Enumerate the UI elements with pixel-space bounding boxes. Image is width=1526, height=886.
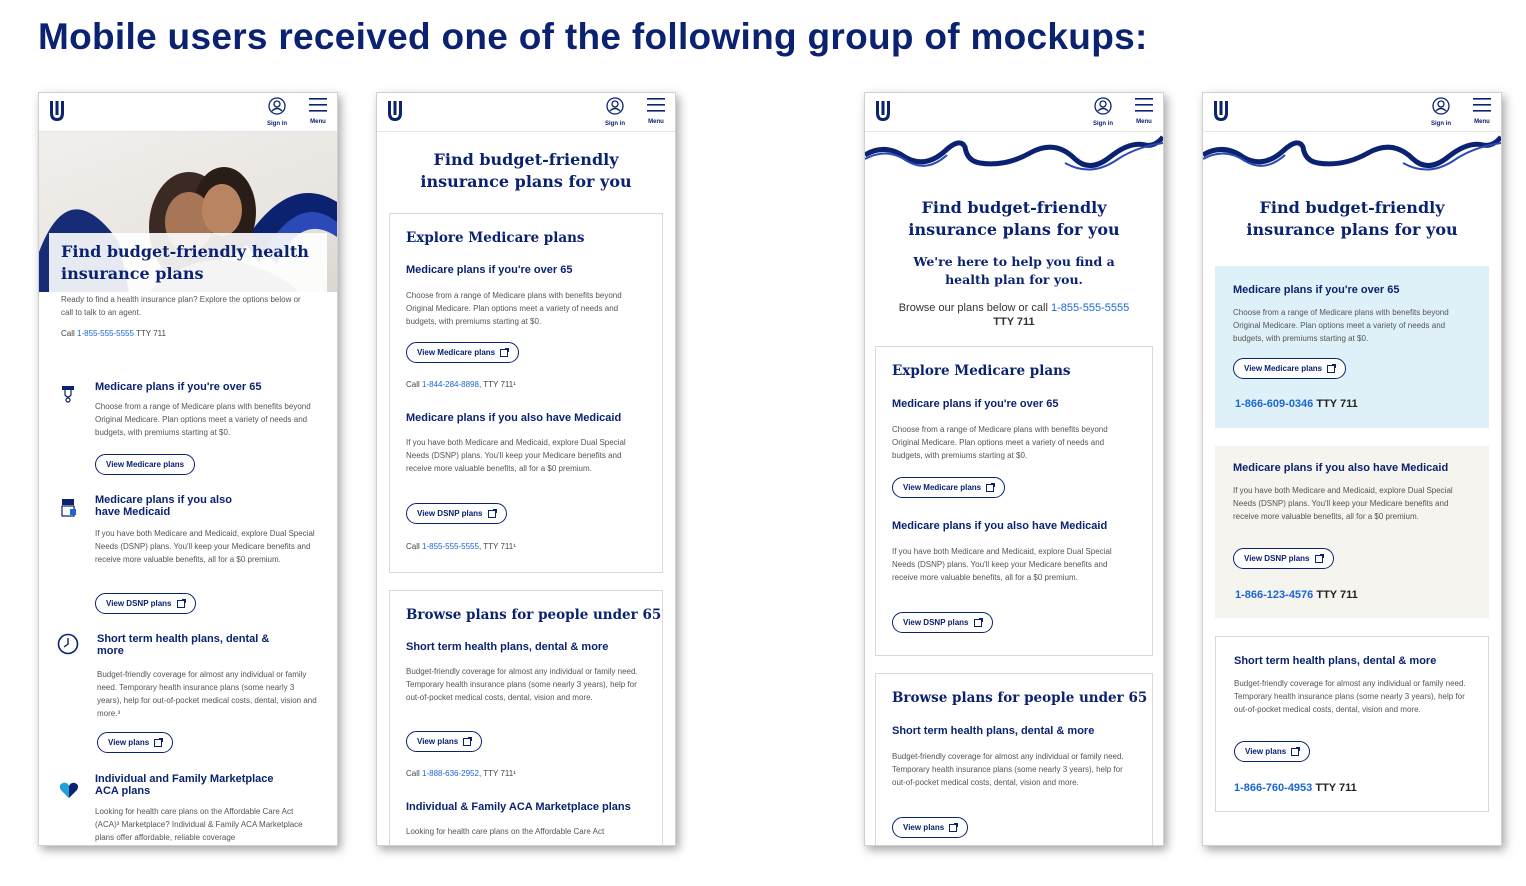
browse-under-65-card <box>389 590 663 846</box>
call-prefix: Call <box>406 769 420 778</box>
call-line <box>406 380 516 389</box>
section-title: Medicare plans if you're over 65 <box>406 264 573 276</box>
button-label: View DSNP plans <box>1244 554 1310 563</box>
medicare-medicaid-card <box>1215 446 1489 618</box>
sign-in-button[interactable] <box>267 97 287 127</box>
mockup-2 <box>376 92 676 846</box>
item-1-body: Choose from a range of Medicare plans with benefits beyond Original Medicare. Plan options meet a variety of needs and budgets, with premiums starting at $0. <box>95 402 311 437</box>
browse-text: Browse our plans below or call <box>898 302 1048 314</box>
view-plans-button[interactable] <box>406 731 482 752</box>
button-label: View plans <box>417 737 459 746</box>
user-icon <box>1094 97 1112 115</box>
call-tty: TTY 711 <box>136 329 166 338</box>
button-label: View DSNP plans <box>417 509 483 518</box>
card-title: Browse plans for people under 65 <box>892 690 1148 706</box>
top-bar <box>1203 93 1501 132</box>
view-dsnp-plans-button[interactable] <box>1233 548 1334 569</box>
item-3-title: Short term health plans, dental & more <box>97 633 270 657</box>
external-link-icon <box>949 824 957 832</box>
menu-label: Menu <box>648 119 664 125</box>
call-number-link[interactable]: 1-855-555-5555 <box>422 542 479 551</box>
section-body: If you have both Medicare and Medicaid, explore Dual Special Needs (DSNP) plans. You'll keep your Medicare benefits and receive more valuable benefits, all for a $0 premium. <box>406 438 626 473</box>
item-1-title: Medicare plans if you're over 65 <box>95 381 262 393</box>
top-bar <box>865 93 1163 132</box>
clock-icon <box>57 633 79 655</box>
external-link-icon <box>500 349 508 357</box>
external-link-icon <box>986 484 994 492</box>
call-number-link[interactable]: 1-855-555-5555 <box>77 329 134 338</box>
page-title: Find budget-friendly insurance plans for you <box>908 198 1120 239</box>
card-body: Choose from a range of Medicare plans with benefits beyond Original Medicare. Plan options meet a variety of needs and budgets, with premiums starting at $0. <box>1233 308 1449 343</box>
item-2-title: Medicare plans if you also have Medicaid <box>95 494 232 518</box>
page-title: Find budget-friendly insurance plans for you <box>1246 198 1458 239</box>
menu-button[interactable] <box>1135 97 1153 125</box>
card-body: Budget-friendly coverage for almost any individual or family need. Temporary health insurance plans (some nearly 3 years), help for out-of-pocket medical costs, dental, vision and more. <box>1234 679 1466 714</box>
view-medicare-plans-button[interactable] <box>892 477 1005 498</box>
view-plans-button[interactable] <box>97 732 173 753</box>
view-plans-button[interactable] <box>1234 741 1310 762</box>
card-title: Short term health plans, dental & more <box>1234 655 1437 667</box>
card-body: If you have both Medicare and Medicaid, explore Dual Special Needs (DSNP) plans. You'll keep your Medicare benefits and receive more valuable benefits, all for a $0 premium. <box>1233 486 1453 521</box>
view-dsnp-plans-button[interactable] <box>95 593 196 614</box>
call-prefix: Call <box>61 329 75 338</box>
view-dsnp-plans-button[interactable] <box>892 612 993 633</box>
hero-call <box>61 329 166 338</box>
mockup-4 <box>1202 92 1502 846</box>
section-body: Budget-friendly coverage for almost any individual or family need. Temporary health insurance plans (some nearly 3 years), help for out-of-pocket medical costs, dental, vision and more. <box>892 752 1124 787</box>
section-body: Choose from a range of Medicare plans with benefits beyond Original Medicare. Plan options meet a variety of needs and budgets, with premiums starting at $0. <box>406 291 622 326</box>
hamburger-icon <box>1473 97 1491 113</box>
external-link-icon <box>177 600 185 608</box>
call-prefix: Call <box>406 380 420 389</box>
ribbon-decoration <box>865 133 1163 177</box>
external-link-icon <box>1291 748 1299 756</box>
call-number-link[interactable]: 1-888-636-2952 <box>422 769 479 778</box>
menu-button[interactable] <box>309 97 327 125</box>
menu-label: Menu <box>310 119 326 125</box>
user-icon <box>606 97 624 115</box>
phone-line <box>1235 398 1358 410</box>
button-label: View DSNP plans <box>903 618 969 627</box>
item-2-body: If you have both Medicare and Medicaid, explore Dual Special Needs (DSNP) plans. You'll keep your Medicare benefits and receive more valuable benefits, all for a $0 premium. <box>95 529 315 564</box>
user-icon <box>268 97 286 115</box>
section-title: Individual & Family ACA Marketplace plans <box>406 801 631 813</box>
section-body: Choose from a range of Medicare plans with benefits beyond Original Medicare. Plan options meet a variety of needs and budgets, with premiums starting at $0. <box>892 425 1108 460</box>
page-subtitle: We're here to help you find a health plan for you. <box>913 254 1115 287</box>
call-prefix: Call <box>406 542 420 551</box>
section-title: Medicare plans if you're over 65 <box>892 398 1059 410</box>
tty: TTY 711 <box>1316 589 1358 601</box>
browse-tty: TTY 711 <box>993 316 1035 328</box>
sign-in-label: Sign in <box>605 121 625 127</box>
explore-medicare-card <box>875 346 1153 656</box>
sign-in-button[interactable] <box>1093 97 1113 127</box>
menu-label: Menu <box>1136 119 1152 125</box>
tty: TTY 711 <box>1316 398 1358 410</box>
slide-headline: Mobile users received one of the following group of mockups: <box>38 16 1148 57</box>
heart-icon <box>59 781 79 799</box>
section-body: Looking for health care plans on the Affordable Care Act <box>406 827 605 836</box>
hero-title: Find budget-friendly health insurance plans <box>61 242 309 283</box>
button-label: View plans <box>1245 747 1287 756</box>
menu-button[interactable] <box>647 97 665 125</box>
hero-intro: Ready to find a health insurance plan? Explore the options below or call to talk to an agent. <box>61 295 301 317</box>
view-dsnp-plans-button[interactable] <box>406 503 507 524</box>
button-label: View Medicare plans <box>903 483 982 492</box>
external-link-icon <box>154 739 162 747</box>
section-body: Budget-friendly coverage for almost any individual or family need. Temporary health insurance plans (some nearly 3 years), help for out-of-pocket medical costs, dental, vision and more. <box>406 667 638 702</box>
brand-logo-icon <box>49 100 65 122</box>
button-label: View plans <box>108 738 150 747</box>
menu-button[interactable] <box>1473 97 1491 125</box>
button-label: View plans <box>903 823 945 832</box>
sign-in-label: Sign in <box>267 121 287 127</box>
ribbon-decoration <box>1203 133 1501 177</box>
section-title: Short term health plans, dental & more <box>892 725 1095 737</box>
view-medicare-plans-button[interactable] <box>1233 358 1346 379</box>
brand-logo-icon <box>1213 100 1229 122</box>
card-title: Medicare plans if you're over 65 <box>1233 284 1400 296</box>
section-title: Medicare plans if you also have Medicaid <box>406 412 622 424</box>
item-4-title: Individual and Family Marketplace ACA plans <box>95 773 274 797</box>
mockup-3 <box>864 92 1164 846</box>
hamburger-icon <box>1135 97 1153 113</box>
sign-in-button[interactable] <box>1431 97 1451 127</box>
external-link-icon <box>1327 365 1335 373</box>
sign-in-label: Sign in <box>1431 121 1451 127</box>
external-link-icon <box>463 738 471 746</box>
phone-line <box>1235 589 1358 601</box>
phone-number-link[interactable]: 1-866-609-0346 <box>1235 398 1314 410</box>
section-title: Medicare plans if you also have Medicaid <box>892 520 1108 532</box>
mockup-1 <box>38 92 338 846</box>
call-number-link[interactable]: 1-844-284-8898 <box>422 380 479 389</box>
top-bar <box>377 93 675 132</box>
sign-in-button[interactable] <box>605 97 625 127</box>
button-label: View Medicare plans <box>1244 364 1323 373</box>
call-tty: , TTY 711¹ <box>478 542 516 551</box>
button-label: View Medicare plans <box>106 460 185 469</box>
call-tty: , TTY 711¹ <box>478 769 516 778</box>
brand-logo-icon <box>387 100 403 122</box>
short-term-card <box>1215 636 1489 812</box>
section-title: Short term health plans, dental & more <box>406 641 609 653</box>
section-body: If you have both Medicare and Medicaid, explore Dual Special Needs (DSNP) plans. You'll keep your Medicare benefits and receive more valuable benefits, all for a $0 premium. <box>892 547 1112 582</box>
browse-line <box>885 301 1143 329</box>
tty: TTY 711 <box>1315 782 1357 794</box>
user-icon <box>1432 97 1450 115</box>
hero-title-panel <box>49 233 327 293</box>
browse-number-link[interactable]: 1-855-555-5555 <box>1050 302 1130 314</box>
call-line <box>406 542 516 551</box>
phone-number-link[interactable]: 1-866-760-4953 <box>1234 782 1313 794</box>
medicare-over-65-card <box>1215 266 1489 428</box>
hamburger-icon <box>309 97 327 113</box>
phone-number-link[interactable]: 1-866-123-4576 <box>1235 589 1314 601</box>
phone-line <box>1234 782 1357 794</box>
sign-in-label: Sign in <box>1093 121 1113 127</box>
menu-label: Menu <box>1474 119 1490 125</box>
brand-logo-icon <box>875 100 891 122</box>
external-link-icon <box>974 619 982 627</box>
hamburger-icon <box>647 97 665 113</box>
explore-medicare-card <box>389 213 663 573</box>
view-medicare-plans-button[interactable] <box>95 454 195 475</box>
stethoscope-icon <box>61 385 75 403</box>
item-4-body: Looking for health care plans on the Affordable Care Act (ACA)³ Marketplace? Individual & Family ACA Marketplace plans offer affordable, reliable coverage <box>95 807 303 842</box>
call-tty: , TTY 711¹ <box>478 380 516 389</box>
view-plans-button[interactable] <box>892 817 968 838</box>
button-label: View Medicare plans <box>417 348 496 357</box>
medical-card-icon <box>61 498 77 518</box>
browse-under-65-card <box>875 673 1153 846</box>
card-title: Medicare plans if you also have Medicaid <box>1233 462 1449 474</box>
page-title: Find budget-friendly insurance plans for you <box>420 150 632 191</box>
call-line <box>406 769 516 778</box>
external-link-icon <box>488 510 496 518</box>
card-title: Explore Medicare plans <box>406 230 585 246</box>
top-bar <box>39 93 337 132</box>
card-title: Browse plans for people under 65 <box>406 607 662 623</box>
item-3-body: Budget-friendly coverage for almost any individual or family need. Temporary health insurance plans (some nearly 3 years), help for out-of-pocket medical costs, dental, vision and more.³ <box>97 670 317 718</box>
view-medicare-plans-button[interactable] <box>406 342 519 363</box>
button-label: View DSNP plans <box>106 599 172 608</box>
card-title: Explore Medicare plans <box>892 363 1071 379</box>
external-link-icon <box>1315 555 1323 563</box>
